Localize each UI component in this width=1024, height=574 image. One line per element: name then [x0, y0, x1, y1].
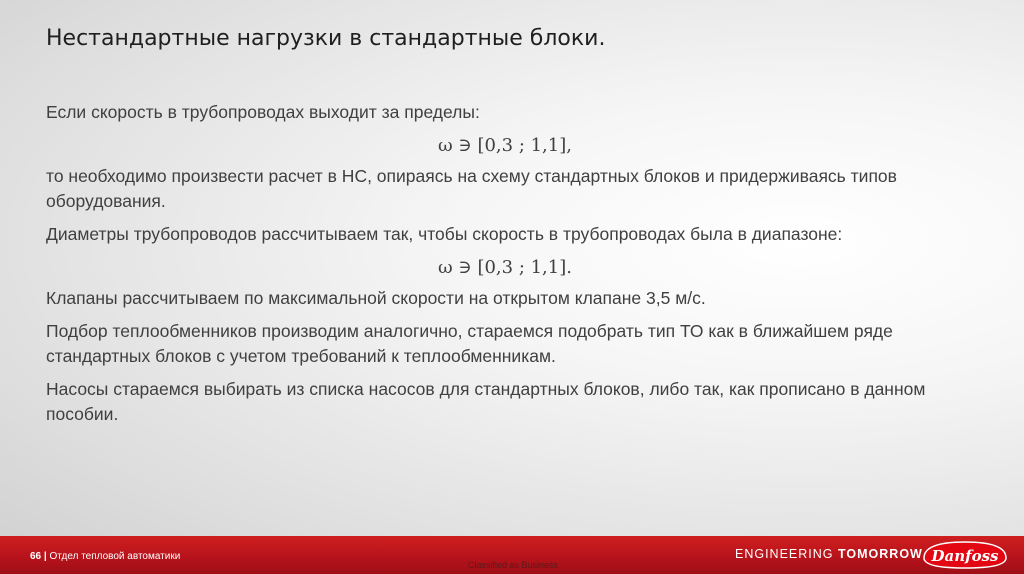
footer-bar	[0, 536, 1024, 574]
danfoss-logo	[922, 538, 1008, 570]
page-number: 66	[30, 551, 42, 562]
body-paragraph-2: то необходимо произвести расчет в НС, опираясь на схему стандартных блоков и придерживаясь типов оборудования.	[46, 166, 897, 211]
slide-body	[46, 100, 946, 435]
body-paragraph-5: Подбор теплообменников производим аналогично, стараемся подобрать тип ТО как в ближайшем ряде стандартных блоков с учетом требований к теплообменникам.	[46, 321, 893, 366]
footer-separator: |	[43, 551, 47, 562]
department-name: Отдел тепловой автоматики	[49, 551, 181, 562]
velocity-range-formula-2: ω ∋ [0,3 ; 1,1].	[438, 257, 572, 278]
logo-wordmark: Danfoss	[931, 547, 999, 565]
slogan-part-2: TOMORROW	[838, 547, 923, 561]
slogan-part-1: ENGINEERING	[735, 547, 834, 561]
footer-info	[30, 551, 180, 562]
body-paragraph-6: Насосы стараемся выбирать из списка насосов для стандартных блоков, либо так, как прописано в данном пособии.	[46, 379, 926, 424]
body-paragraph-3: Диаметры трубопроводов рассчитываем так, чтобы скорость в трубопроводах была в диапазоне:	[46, 224, 843, 244]
slide-title: Нестандартные нагрузки в стандартные блоки.	[46, 26, 606, 51]
slogan	[735, 547, 923, 561]
body-paragraph-1: Если скорость в трубопроводах выходит за пределы:	[46, 102, 480, 122]
classification-label: Classified as Business	[468, 560, 559, 570]
body-paragraph-4: Клапаны рассчитываем по максимальной скорости на открытом клапане 3,5 м/с.	[46, 288, 706, 308]
velocity-range-formula-1: ω ∋ [0,3 ; 1,1],	[438, 135, 572, 156]
